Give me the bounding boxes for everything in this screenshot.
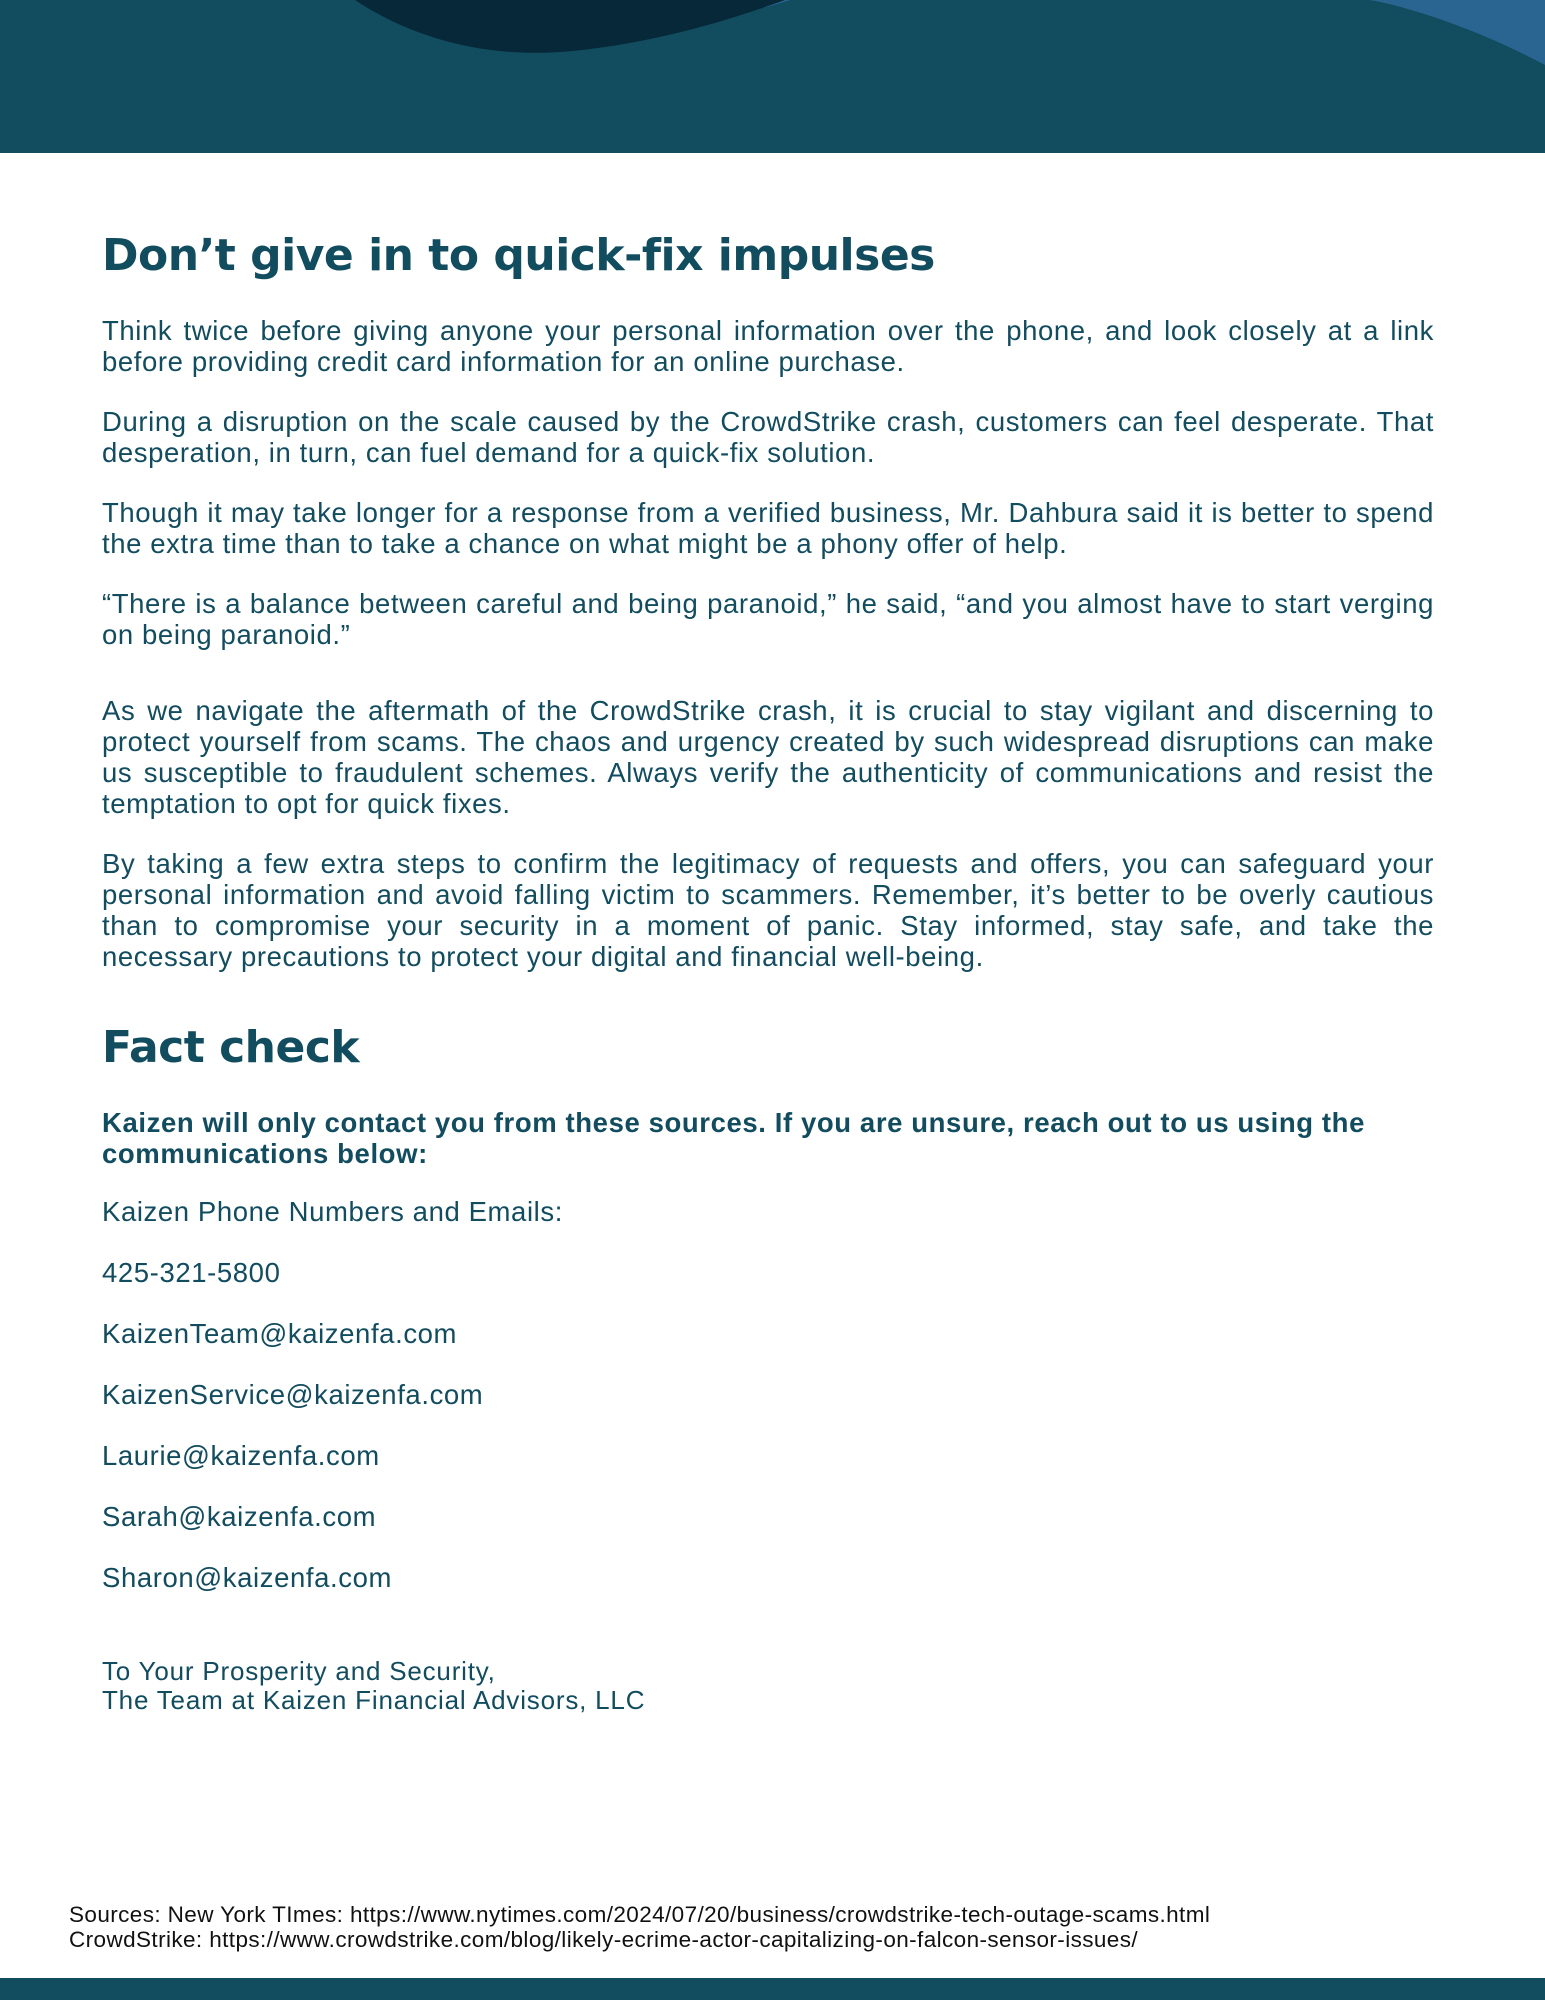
paragraph: By taking a few extra steps to confirm the legitimacy of requests and offers, you can safeguard your personal information and avoid falling victim to scammers. Remember, it’s better to be overly cautious than to compromise your security in a moment of panic. Stay informed, stay safe, and take the necessary precautions to protect your digital and financial well-being. bbox=[102, 847, 1434, 972]
paragraph: Though it may take longer for a response from a verified business, Mr. Dahbura said it is better to spend the extra time than to take a chance on what might be a phony offer of help. bbox=[102, 496, 1434, 559]
paragraph: During a disruption on the scale caused by the CrowdStrike crash, customers can feel desperate. That desperation, in turn, can fuel demand for a quick-fix solution. bbox=[102, 405, 1434, 468]
email-link-kaizenservice[interactable]: KaizenService@kaizenfa.com bbox=[102, 1378, 484, 1410]
source-line-crowdstrike: CrowdStrike: https://www.crowdstrike.com/blog/likely-ecrime-actor-capitalizing-on-falcon-sensor-issues/ bbox=[69, 1927, 1139, 1952]
sources-footnote bbox=[69, 1902, 1210, 1952]
signoff bbox=[102, 1657, 1434, 1715]
paragraph: Think twice before giving anyone your personal information over the phone, and look closely at a link before providing credit card information for an online purchase. bbox=[102, 314, 1434, 377]
contacts-label: Kaizen Phone Numbers and Emails: bbox=[102, 1195, 563, 1227]
footer-bar bbox=[0, 1978, 1545, 2000]
quote-paragraph: “There is a balance between careful and being paranoid,” he said, “and you almost have to start verging on being paranoid.” bbox=[102, 587, 1434, 650]
phone-number[interactable]: 425-321-5800 bbox=[102, 1256, 281, 1288]
signoff-line-2: The Team at Kaizen Financial Advisors, LLC bbox=[102, 1684, 646, 1715]
signoff-line-1: To Your Prosperity and Security, bbox=[102, 1655, 496, 1686]
section-heading-quick-fix: Don’t give in to quick-fix impulses bbox=[102, 230, 935, 281]
source-line-nytimes: Sources: New York TImes: https://www.nytimes.com/2024/07/20/business/crowdstrike-tech-outage-scams.html bbox=[69, 1902, 1211, 1927]
header-banner bbox=[0, 0, 1545, 153]
email-link-sharon[interactable]: Sharon@kaizenfa.com bbox=[102, 1561, 393, 1593]
email-link-kaizenteam[interactable]: KaizenTeam@kaizenfa.com bbox=[102, 1317, 458, 1349]
paragraph: As we navigate the aftermath of the CrowdStrike crash, it is crucial to stay vigilant and discerning to protect yourself from scams. The chaos and urgency created by such widespread disruptions can make us susceptible to fraudulent schemes. Always verify the authenticity of communications and resist the temptation to opt for quick fixes. bbox=[102, 694, 1434, 819]
section-heading-fact-check: Fact check bbox=[102, 1021, 360, 1073]
fact-check-intro: Kaizen will only contact you from these sources. If you are unsure, reach out to us using the communications below: bbox=[102, 1106, 1365, 1169]
header-wave-graphic bbox=[0, 0, 1545, 153]
main-content bbox=[102, 230, 1434, 1715]
contact-list bbox=[102, 1196, 1434, 1593]
header-background bbox=[0, 0, 1545, 153]
email-link-sarah[interactable]: Sarah@kaizenfa.com bbox=[102, 1500, 377, 1532]
email-link-laurie[interactable]: Laurie@kaizenfa.com bbox=[102, 1439, 380, 1471]
